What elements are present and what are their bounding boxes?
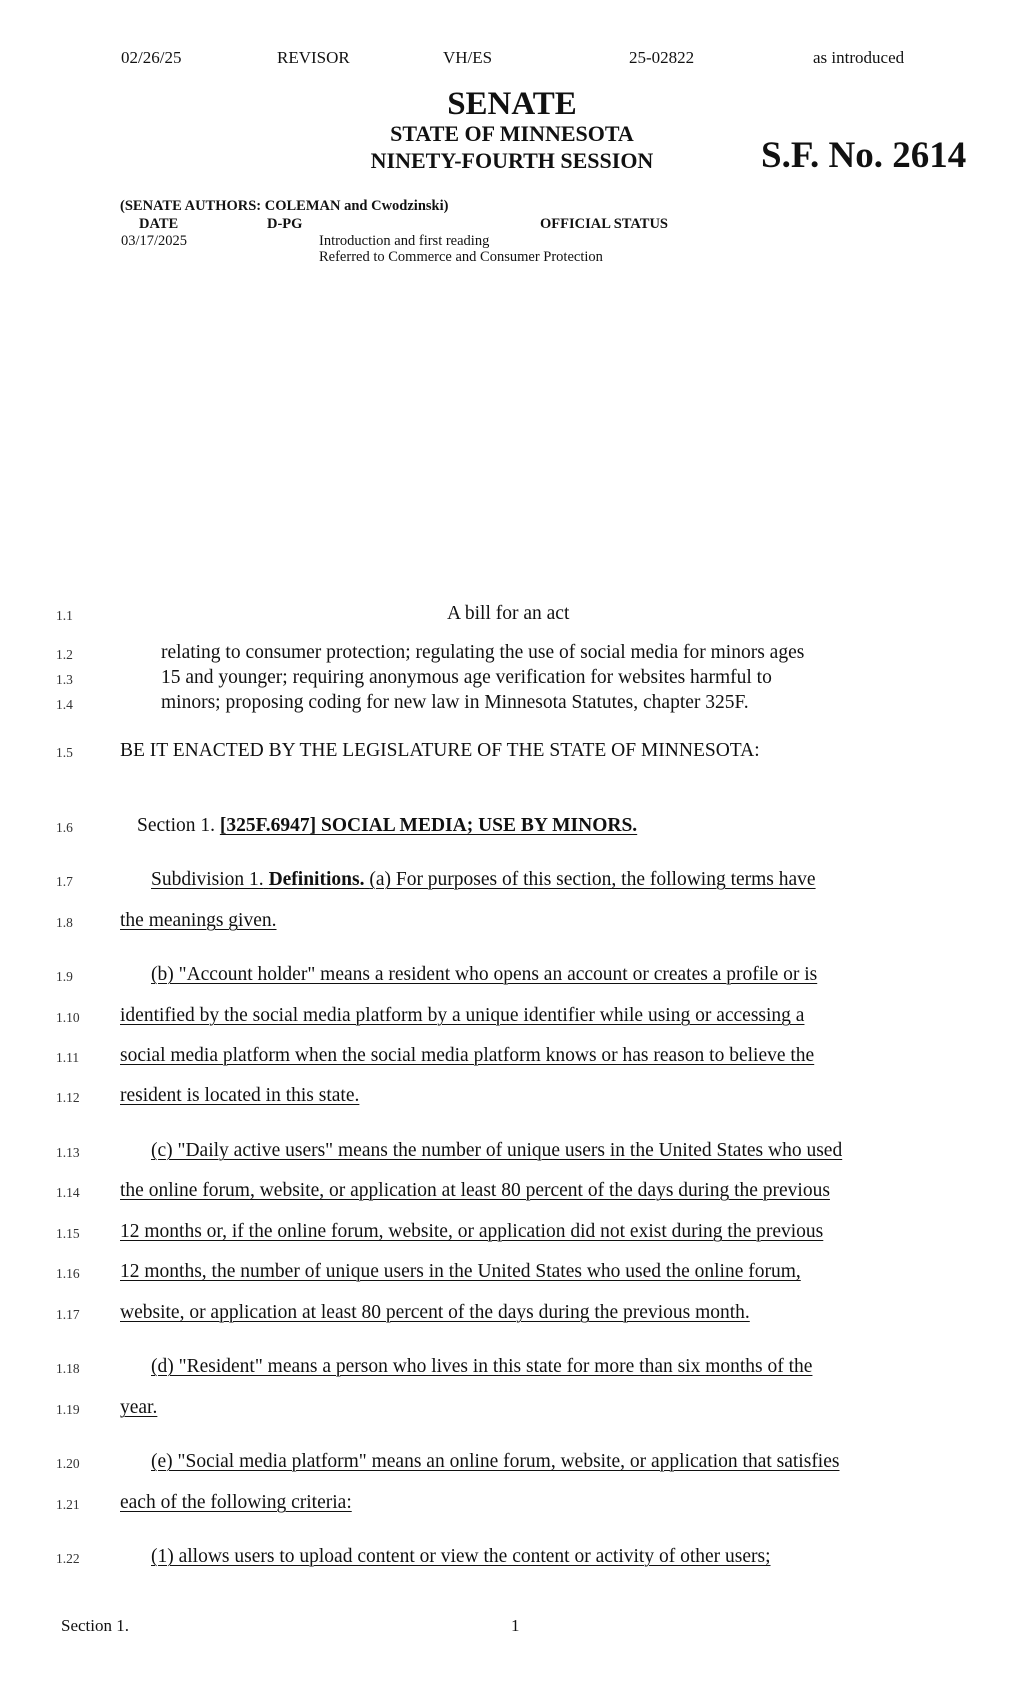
- section-label: Section 1.: [137, 815, 220, 836]
- line-number: 1.7: [56, 874, 73, 889]
- body-line: 12 months or, if the online forum, website, or application did not exist during the previous: [120, 1221, 824, 1242]
- body-line: (1) allows users to upload content or view the content or activity of other users;: [151, 1546, 771, 1567]
- status-action-1: Introduction and first reading: [319, 233, 490, 249]
- status-col-dpg: D-PG: [267, 216, 303, 232]
- line-number: 1.22: [56, 1551, 80, 1566]
- header-revisor: REVISOR: [277, 48, 350, 67]
- bill-title-line: relating to consumer protection; regulating the use of social media for minors ages: [161, 642, 805, 663]
- header-date: 02/26/25: [121, 48, 182, 67]
- subdivision-title: Definitions.: [268, 869, 365, 890]
- body-line: 12 months, the number of unique users in the United States who used the online forum,: [120, 1261, 801, 1282]
- body-line: social media platform when the social media platform knows or has reason to believe the: [120, 1045, 815, 1066]
- body-line: each of the following criteria:: [120, 1492, 352, 1513]
- body-line: identified by the social media platform by a unique identifier while using or accessing a: [120, 1005, 805, 1026]
- body-line: website, or application at least 80 percent of the days during the previous month.: [120, 1302, 750, 1323]
- page-number: 1: [511, 1616, 520, 1635]
- body-line: year.: [120, 1397, 158, 1418]
- status-col-date: DATE: [139, 216, 179, 232]
- bill-title-line: minors; proposing coding for new law in Minnesota Statutes, chapter 325F.: [161, 692, 749, 713]
- session-title: NINETY-FOURTH SESSION: [370, 148, 654, 173]
- line-number: 1.3: [56, 672, 73, 687]
- bill-title-line: 15 and younger; requiring anonymous age verification for websites harmful to: [161, 667, 772, 688]
- line-number: 1.13: [56, 1145, 80, 1160]
- line-number: 1.8: [56, 915, 73, 930]
- line-number: 1.17: [56, 1307, 80, 1322]
- body-line: the meanings given.: [120, 910, 277, 931]
- senate-title: SENATE: [447, 86, 577, 122]
- line-number: 1.20: [56, 1456, 80, 1471]
- status-col-official: OFFICIAL STATUS: [540, 216, 668, 232]
- body-line: (d) "Resident" means a person who lives in this state for more than six months of the: [151, 1356, 813, 1377]
- subdivision-label: Subdivision 1.: [151, 869, 264, 890]
- section-title: [325F.6947] SOCIAL MEDIA; USE BY MINORS.: [219, 815, 638, 836]
- line-number: 1.1: [56, 608, 73, 623]
- line-number: 1.12: [56, 1090, 80, 1105]
- footer-section: Section 1.: [61, 1616, 129, 1635]
- body-line: resident is located in this state.: [120, 1085, 360, 1106]
- line-number: 1.10: [56, 1010, 80, 1025]
- senate-authors: (SENATE AUTHORS: COLEMAN and Cwodzinski): [120, 198, 449, 214]
- line-number: 1.14: [56, 1185, 80, 1200]
- body-line: (e) "Social media platform" means an online forum, website, or application that satisfies: [151, 1451, 840, 1472]
- line-number: 1.5: [56, 745, 73, 760]
- status-action-2: Referred to Commerce and Consumer Protection: [319, 249, 603, 265]
- body-line: (c) "Daily active users" means the number of unique users in the United States who used: [151, 1140, 843, 1161]
- body-line: (b) "Account holder" means a resident who opens an account or creates a profile or is: [151, 964, 818, 985]
- subdivision-1: [151, 869, 816, 891]
- section-heading: [137, 815, 637, 837]
- line-number: 1.18: [56, 1361, 80, 1376]
- body-line: the online forum, website, or application at least 80 percent of the days during the previous: [120, 1180, 830, 1201]
- line-number: 1.15: [56, 1226, 80, 1241]
- state-title: STATE OF MINNESOTA: [390, 121, 634, 146]
- line-number: 1.21: [56, 1497, 80, 1512]
- line-number: 1.16: [56, 1266, 80, 1281]
- line-number: 1.9: [56, 969, 73, 984]
- header-doc-number: 25-02822: [629, 48, 695, 67]
- enacting-clause: BE IT ENACTED BY THE LEGISLATURE OF THE STATE OF MINNESOTA:: [120, 740, 760, 761]
- header-status: as introduced: [813, 48, 905, 67]
- subdivision-text: (a) For purposes of this section, the following terms have: [369, 869, 816, 890]
- line-number: 1.19: [56, 1402, 80, 1417]
- file-number: S.F. No. 2614: [761, 135, 967, 176]
- line-number: 1.2: [56, 647, 73, 662]
- bill-heading: A bill for an act: [447, 603, 570, 624]
- status-row-date: 03/17/2025: [121, 233, 188, 249]
- line-number: 1.4: [56, 697, 73, 712]
- line-number: 1.11: [56, 1050, 80, 1065]
- line-number: 1.6: [56, 820, 73, 835]
- header-initials: VH/ES: [443, 48, 493, 67]
